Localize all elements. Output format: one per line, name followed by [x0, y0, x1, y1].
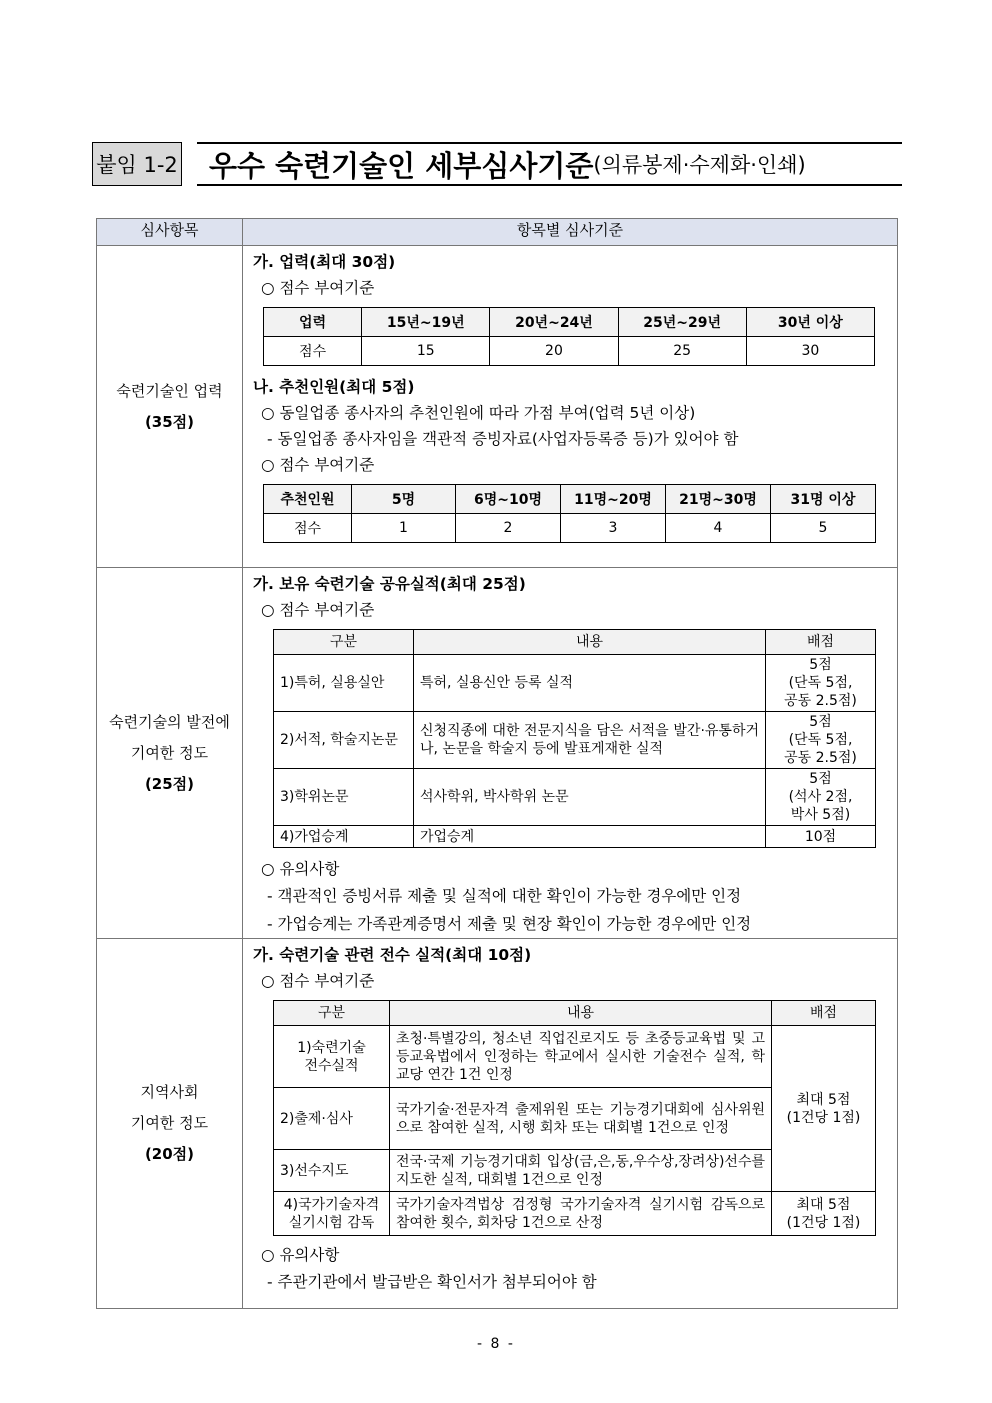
- category-label: 숙련기술의 발전에: [109, 712, 230, 731]
- score-cell: 4: [666, 514, 771, 543]
- bullet-text: ○ 점수 부여기준: [261, 601, 375, 619]
- score-cell: 점수: [264, 514, 352, 543]
- item-content: 석사학위, 박사학위 논문: [414, 769, 766, 826]
- header-criteria: 항목별 심사기준: [243, 219, 898, 246]
- document-title-block: [92, 142, 902, 188]
- section-community: [97, 939, 898, 1309]
- item-content: 신청직종에 대한 전문지식을 담은 서적을 발간·유통하거나, 논문을 학술지 등에 발표게재한 실적: [414, 712, 766, 769]
- bullet-text: ○ 점수 부여기준: [261, 972, 375, 990]
- item-score: 10점: [766, 826, 876, 848]
- score-cell: 5: [771, 514, 876, 543]
- item-content: 초청·특별강의, 청소년 직업진로지도 등 초중등교육법 및 고등교육법에서 인정하는 학교에서 실시한 기술전수 실적, 학교당 연간 1건 인정: [390, 1026, 772, 1088]
- inner-header: 배점: [772, 1001, 876, 1026]
- note-text: - 주관기관에서 발급받은 확인서가 첨부되어야 함: [267, 1273, 597, 1291]
- appendix-badge: 붙임 1-2: [92, 142, 182, 186]
- item-label: 3)학위논문: [274, 769, 414, 826]
- score-header: 21명~30명: [666, 485, 771, 514]
- criteria-table: [96, 218, 898, 1309]
- section-skill-development: [97, 568, 898, 939]
- category-label: 기여한 정도: [130, 1114, 209, 1132]
- criteria-cell: [243, 568, 898, 939]
- criteria-cell: [243, 939, 898, 1309]
- category-points: (25점): [144, 774, 195, 793]
- score-cell: 1: [352, 514, 456, 543]
- item-label: 1)숙련기술 전수실적: [274, 1026, 390, 1088]
- category-points: (35점): [144, 412, 195, 431]
- career-score-table: [263, 307, 875, 366]
- page-title: [197, 142, 902, 186]
- inner-header: 내용: [390, 1001, 772, 1026]
- item-content: 가업승계: [414, 826, 766, 848]
- inner-header: 구분: [274, 630, 414, 655]
- item-content: 특허, 실용신안 등록 실적: [414, 655, 766, 712]
- note-text: - 객관적인 증빙서류 제출 및 실적에 대한 확인이 가능한 경우에만 인정: [267, 887, 742, 905]
- score-header: 5명: [352, 485, 456, 514]
- score-header: 25년~29년: [618, 308, 746, 337]
- bullet-text: ○ 점수 부여기준: [261, 456, 375, 474]
- subsection-title: 나. 추천인원(최대 5점): [253, 378, 415, 396]
- score-header: 11명~20명: [561, 485, 666, 514]
- title-subtitle: (의류봉제·수제화·인쇄): [593, 153, 806, 177]
- item-content: 국가기술자격법상 검정형 국가기술자격 실기시험 감독으로 참여한 횟수, 회차당 1건으로 산정: [390, 1192, 772, 1236]
- item-score: 5점 (단독 5점, 공동 2.5점): [766, 655, 876, 712]
- item-content: 전국·국제 기능경기대회 입상(금,은,동,우수상,장려상)선수를 지도한 실적, 대회별 1건으로 인정: [390, 1150, 772, 1192]
- category-label: 숙련기술인 업력: [116, 381, 223, 400]
- bullet-text: ○ 동일업종 종사자의 추천인원에 따라 가점 부여(업력 5년 이상): [261, 404, 696, 422]
- category-cell: [97, 246, 243, 568]
- page-number: - 8 -: [477, 1336, 515, 1352]
- item-score: 5점 (석사 2점, 박사 5점): [766, 769, 876, 826]
- score-cell: 30: [746, 337, 874, 366]
- subsection-title: 가. 업력(최대 30점): [253, 253, 396, 271]
- score-header: 30년 이상: [746, 308, 874, 337]
- item-label: 2)서적, 학술지논문: [274, 712, 414, 769]
- item-score: 최대 5점 (1건당 1점): [772, 1192, 876, 1236]
- subsection-title: 가. 숙련기술 관련 전수 실적(최대 10점): [253, 946, 532, 964]
- section-career: [97, 246, 898, 568]
- score-cell: 20: [490, 337, 618, 366]
- title-text: 우수 숙련기술인 세부심사기준: [209, 148, 594, 183]
- score-header: 6명~10명: [456, 485, 561, 514]
- bullet-text: ○ 점수 부여기준: [261, 279, 375, 297]
- note-title: ○ 유의사항: [261, 860, 340, 878]
- category-cell: [97, 939, 243, 1309]
- subsection-title: 가. 보유 숙련기술 공유실적(최대 25점): [253, 575, 526, 593]
- score-header: 15년~19년: [362, 308, 490, 337]
- dash-text: - 동일업종 종사자임을 객관적 증빙자료(사업자등록증 등)가 있어야 함: [267, 430, 739, 448]
- inner-header: 구분: [274, 1001, 390, 1026]
- sharing-score-table: [273, 629, 876, 848]
- score-cell: 2: [456, 514, 561, 543]
- score-cell: 3: [561, 514, 666, 543]
- item-label: 4)국가기술자격 실기시험 감독: [274, 1192, 390, 1236]
- score-header: 20년~24년: [490, 308, 618, 337]
- item-content: 국가기술·전문자격 출제위원 또는 기능경기대회에 심사위원으로 참여한 실적, 시행 회차 또는 대회별 1건으로 인정: [390, 1088, 772, 1150]
- note-text: - 가업승계는 가족관계증명서 제출 및 현장 확인이 가능한 경우에만 인정: [267, 915, 752, 933]
- category-cell: [97, 568, 243, 939]
- note-title: ○ 유의사항: [261, 1246, 340, 1264]
- category-label: 지역사회: [140, 1083, 199, 1101]
- category-label: 기여한 정도: [130, 743, 209, 762]
- item-label: 4)가업승계: [274, 826, 414, 848]
- score-header: 추천인원: [264, 485, 352, 514]
- score-cell: 15: [362, 337, 490, 366]
- header-category: 심사항목: [97, 219, 243, 246]
- inner-header: 내용: [414, 630, 766, 655]
- recommend-score-table: [263, 484, 876, 543]
- item-score: 최대 5점 (1건당 1점): [772, 1026, 876, 1192]
- criteria-cell: [243, 246, 898, 568]
- score-cell: 점수: [264, 337, 362, 366]
- category-points: (20점): [144, 1145, 195, 1163]
- item-label: 1)특허, 실용실안: [274, 655, 414, 712]
- item-label: 3)선수지도: [274, 1150, 390, 1192]
- score-header: 31명 이상: [771, 485, 876, 514]
- score-cell: 25: [618, 337, 746, 366]
- item-score: 5점 (단독 5점, 공동 2.5점): [766, 712, 876, 769]
- inner-header: 배점: [766, 630, 876, 655]
- transfer-score-table: [273, 1000, 876, 1236]
- item-label: 2)출제·심사: [274, 1088, 390, 1150]
- score-header: 업력: [264, 308, 362, 337]
